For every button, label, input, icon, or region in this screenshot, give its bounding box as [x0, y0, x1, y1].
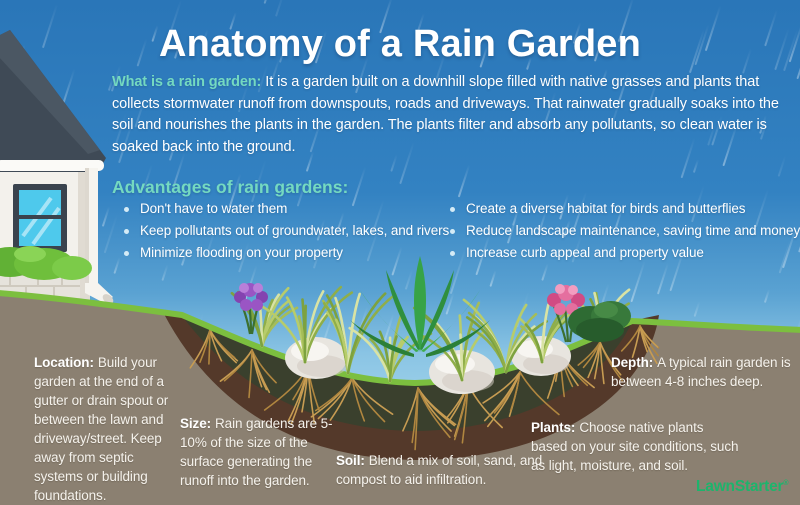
callout-location: Location: Build your garden at the end of a gutter or drain spout or between the lawn and driveway/street. Keep away from septic systems or building foundations. — [34, 355, 169, 503]
list-item: Don't have to water them — [124, 198, 449, 220]
list-item: Create a diverse habitat for birds and butterflies — [450, 198, 800, 220]
registered-mark: ® — [783, 479, 789, 487]
window — [13, 184, 67, 252]
list-item: Reduce landscape maintenance, saving time and money — [450, 220, 800, 242]
bullet-icon — [124, 207, 129, 212]
bullet-icon — [450, 251, 455, 256]
advantages-list-left — [124, 198, 449, 264]
callout-plants: Plants: Choose native plants based on your site conditions, such as light, moisture, and soil. — [531, 420, 739, 473]
intro-paragraph — [112, 72, 784, 158]
list-item: Increase curb appeal and property value — [450, 242, 800, 264]
intro-label: What is a rain garden: — [112, 74, 262, 90]
list-item: Minimize flooding on your property — [124, 242, 449, 264]
leafy-plant — [350, 256, 490, 357]
advantages-list-right — [450, 198, 800, 264]
intro-text: It is a garden built on a downhill slope filled with native grasses and plants that collects stormwater runoff from downspouts, roads and driveways. That rainwater gradually soaks into the soil and nourishes the plants in the garden. The plants filter and absorb any pollutants, so clean water is soaked back into the ground. — [112, 74, 779, 155]
lawnstarter-logo: LawnStarter® — [696, 478, 789, 495]
downspout — [85, 168, 115, 306]
bullet-icon — [124, 229, 129, 234]
bullet-icon — [124, 251, 129, 256]
callout-size: Size: Rain gardens are 5-10% of the size of the surface generating the runoff into the garden. — [180, 416, 333, 488]
house-illustration — [0, 30, 115, 306]
callout-soil: Soil: Blend a mix of soil, sand, and compost to aid infiltration. — [336, 453, 543, 487]
page-title: Anatomy of a Rain Garden — [159, 23, 641, 65]
bullet-icon — [450, 207, 455, 212]
list-item: Keep pollutants out of groundwater, lakes, and rivers — [124, 220, 449, 242]
bullet-icon — [450, 229, 455, 234]
advantages-heading: Advantages of rain gardens: — [112, 177, 349, 197]
callout-depth: Depth: A typical rain garden is between 4-8 inches deep. — [611, 355, 791, 389]
